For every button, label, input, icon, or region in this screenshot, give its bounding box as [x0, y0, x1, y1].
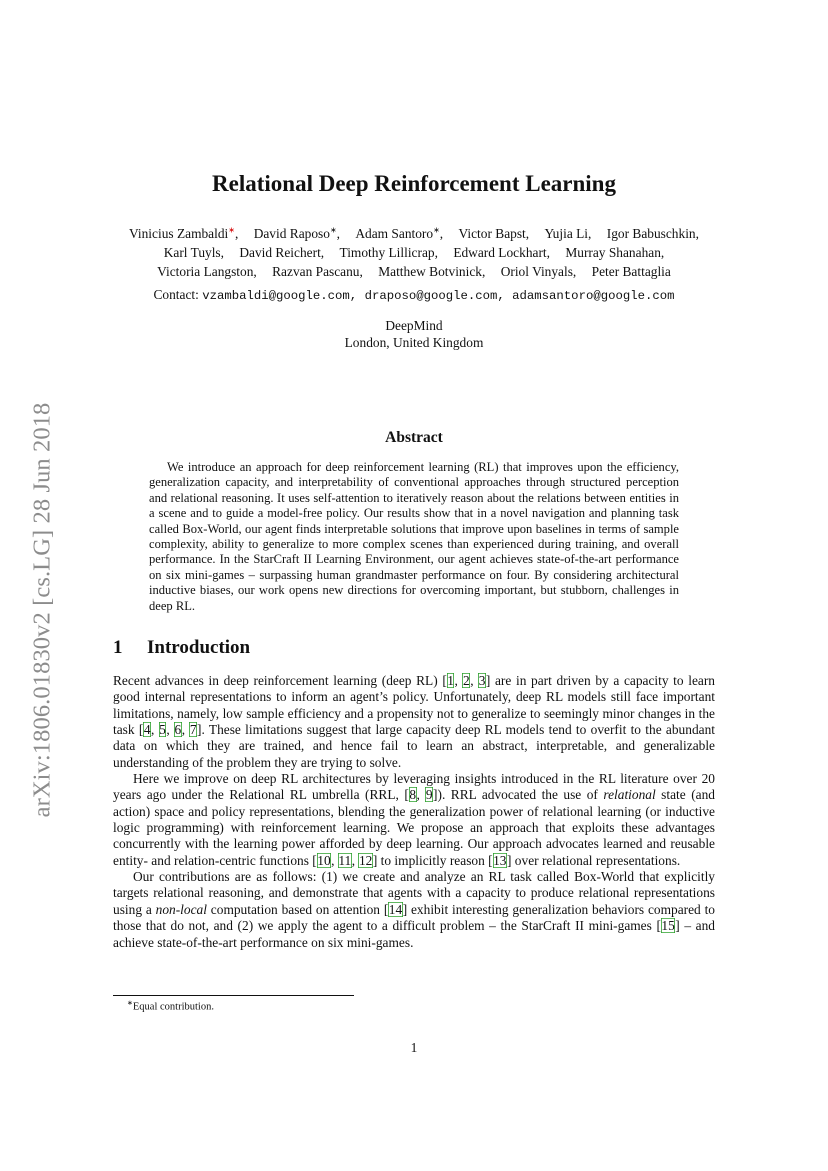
- author: Adam Santoro∗,: [355, 226, 444, 242]
- citation-link[interactable]: 2: [462, 673, 470, 688]
- affiliation: [113, 317, 715, 351]
- emphasis: non-local: [155, 901, 207, 917]
- contact-line: [113, 287, 715, 303]
- section-heading-introduction: [113, 637, 715, 659]
- citation-link[interactable]: 4: [143, 722, 151, 738]
- citation-link[interactable]: 10: [317, 852, 331, 868]
- author: Murray Shanahan,: [565, 245, 665, 261]
- author-line-2: [113, 243, 715, 262]
- author: Igor Babuschkin,: [606, 226, 699, 242]
- affiliation-org: DeepMind: [385, 318, 443, 333]
- citation-link[interactable]: 14: [388, 901, 403, 917]
- citation-link[interactable]: 8: [409, 787, 417, 803]
- author: Karl Tuyls,: [163, 245, 224, 261]
- abstract-heading: Abstract: [385, 429, 443, 446]
- paper-title: Relational Deep Reinforcement Learning: [212, 171, 616, 196]
- author: Victoria Langston,: [157, 264, 257, 280]
- author: Victor Bapst,: [458, 226, 530, 242]
- affiliation-location: London, United Kingdom: [344, 335, 484, 350]
- citation-link[interactable]: 12: [358, 852, 373, 868]
- citation-link[interactable]: 9: [425, 787, 433, 803]
- paragraph-1: Recent advances in deep reinforcement learning (deep RL) [1, 2, 3] are in part driven by a capacity to learn good internal representations to inform an agent’s policy. Unfortunately, deep RL models still face important limitations, namely, low sample efficiency and a propensity not to generalize to seemingly minor changes in the task [4, 5, 6, 7]. These limitations suggest that large capacity deep RL models tend to overfit to the abundant data on which they are trained, and hence fail to learn an abstract, interpretable, and generalizable understanding of the problem they are trying to solve.: [113, 673, 716, 770]
- abstract-text: We introduce an approach for deep reinforcement learning (RL) that improves upon the efficiency, generalization capacity, and interpretability of conventional approaches through structured perception and relational reasoning. It uses self-attention to iteratively reason about the relations between entities in a scene and to guide a model-free policy. Our results show that in a novel navigation and planning task called Box-World, our agent finds interpretable solutions that improve upon baselines in terms of sample complexity, ability to generalize to more complex scenes than experienced during training, and overall performance. In the StarCraft II Learning Environment, our agent achieves state-of-the-art performance on six mini-games – surpassing human grandmaster performance on four. By considering architectural inductive biases, our work opens new directions for overcoming important, but stubborn, challenges in deep RL.: [149, 460, 679, 613]
- arxiv-identifier-stamp: [22, 370, 62, 850]
- citation-link[interactable]: 15: [661, 918, 675, 934]
- introduction-body: [113, 673, 715, 951]
- author: Razvan Pascanu,: [272, 264, 363, 280]
- citation-link[interactable]: 6: [174, 722, 182, 738]
- footnote: [127, 999, 214, 1013]
- page-number: 1: [410, 1040, 418, 1055]
- author: Matthew Botvinick,: [378, 264, 486, 280]
- footnote-text: Equal contribution.: [132, 1001, 214, 1013]
- arxiv-identifier-text: arXiv:1806.01830v2 [cs.LG] 28 Jun 2018: [28, 402, 55, 818]
- paragraph-2: Here we improve on deep RL architectures by leveraging insights introduced in the RL literature over 20 years ago under the Relational RL umbrella (RRL, [8, 9]). RRL advocated the use of relational state (and action) space and policy representations, blending the generalization power of relational learning (or inductive logic programming) with reinforcement learning. We propose an approach that exploits these advantages concurrently with the learning power afforded by deep learning. Our approach advocates learned and reusable entity- and relation-centric functions [10, 11, 12] to implicitly reason [13] over relational representations.: [113, 771, 715, 868]
- author: Timothy Lillicrap,: [339, 245, 438, 261]
- author: Yujia Li,: [544, 226, 592, 242]
- footnote-divider: [113, 995, 354, 996]
- author-line-1: [113, 221, 715, 243]
- author: Edward Lockhart,: [453, 245, 550, 261]
- section-number: 1: [113, 637, 123, 658]
- emphasis: relational: [603, 787, 656, 803]
- citation-link[interactable]: 3: [478, 673, 486, 688]
- citation-link[interactable]: 13: [493, 852, 507, 868]
- author: David Raposo∗,: [253, 226, 340, 242]
- author-list: [113, 221, 715, 281]
- author-line-3: [113, 262, 715, 281]
- paragraph-3: Our contributions are as follows: (1) we create and analyze an RL task called Box-World that explicitly targets relational reasoning, and demonstrate that agents with a capacity to produce relational representations using a non-local computation based on attention [14] exhibit interesting generalization behaviors compared to those that do not, and (2) we apply the agent to a difficult problem – the StarCraft II mini-games [15] – and achieve state-of-the-art performance on six mini-games.: [113, 869, 715, 950]
- citation-link[interactable]: 11: [338, 852, 352, 868]
- author: Peter Battaglia: [591, 264, 671, 280]
- citation-link[interactable]: 5: [159, 722, 166, 738]
- author: Vinicius Zambaldi∗,: [129, 226, 239, 242]
- footnote-mark: ∗: [127, 999, 133, 1007]
- citation-link[interactable]: 1: [447, 673, 454, 688]
- contact-emails: vzambaldi@google.com, draposo@google.com, adamsantoro@google.com: [202, 289, 675, 303]
- author: Oriol Vinyals,: [500, 264, 577, 280]
- author: David Reichert,: [239, 245, 325, 261]
- citation-link[interactable]: 7: [189, 722, 197, 738]
- section-title: Introduction: [147, 637, 251, 658]
- contact-label: Contact:: [153, 287, 199, 302]
